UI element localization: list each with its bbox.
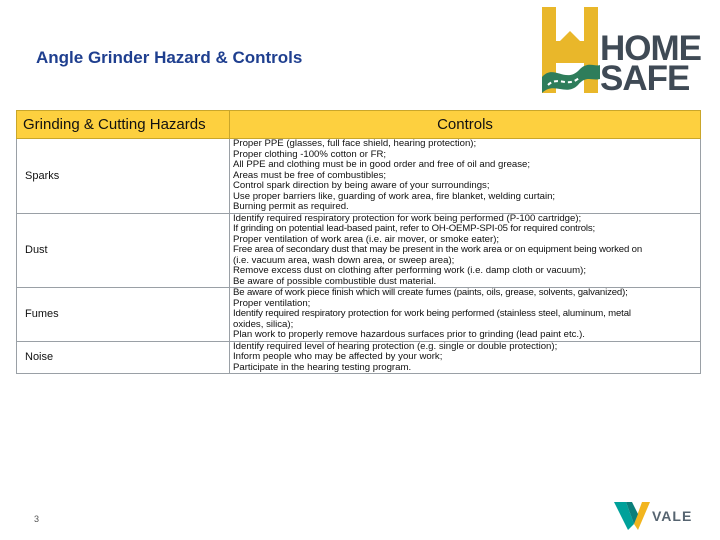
hazard-name: Sparks <box>17 139 230 214</box>
control-item: Identify required level of hearing protection (e.g. single or double protection); <box>233 341 558 352</box>
control-item: Control spark direction by being aware of your surroundings; <box>233 181 490 191</box>
controls-cell <box>230 213 701 288</box>
control-item: Inform people who may be affected by your work; <box>233 352 443 362</box>
header-controls: Controls <box>230 111 701 139</box>
vale-wordmark: VALE <box>652 508 693 524</box>
control-item: Identify required respiratory protection for work being performed (stainless steel, aluminum, metal <box>233 309 631 319</box>
controls-cell <box>230 139 701 214</box>
control-item: Be aware of possible combustible dust material. <box>233 276 437 287</box>
control-item: Be aware of work piece finish which will create fumes (paints, oils, grease, solvents, galvanized); <box>233 288 628 298</box>
table-row <box>17 288 701 342</box>
control-item: Identify required respiratory protection for work being performed (P-100 cartridge); <box>233 213 582 224</box>
control-item: Participate in the hearing testing program. <box>233 362 412 373</box>
control-item: Use proper barriers like, guarding of work area, fire blanket, welding curtain; <box>233 191 556 202</box>
hazard-name: Dust <box>17 213 230 288</box>
control-item: (i.e. vacuum area, wash down area, or sweep area); <box>233 255 455 266</box>
table-row <box>17 139 701 214</box>
control-item: All PPE and clothing must be in good order and free of oil and grease; <box>233 160 531 170</box>
hazard-name: Fumes <box>17 288 230 342</box>
slide-title: Angle Grinder Hazard & Controls <box>36 48 303 67</box>
controls-cell <box>230 341 701 374</box>
table-body <box>17 139 701 374</box>
control-item: Areas must be free of combustibles; <box>233 170 387 181</box>
control-item: Burning permit as required. <box>233 202 349 212</box>
hazard-name: Noise <box>17 341 230 374</box>
control-item: Plan work to properly remove hazardous surfaces prior to grinding (lead paint etc.). <box>233 330 585 340</box>
header-hazards: Grinding & Cutting Hazards <box>17 111 230 139</box>
control-item: If grinding on potential lead-based paint, refer to OH-OEMP-SPI-05 for required controls; <box>233 224 596 234</box>
homesafe-word-safe: SAFE <box>600 59 690 98</box>
control-item: oxides, silica); <box>233 319 294 330</box>
control-item: Proper ventilation of work area (i.e. air mover, or smoke eater); <box>233 234 500 245</box>
homesafe-word-home: HOME <box>600 29 701 68</box>
control-item: Remove excess dust on clothing after performing work (i.e. damp cloth or vacuum); <box>233 266 586 276</box>
table-row <box>17 213 701 288</box>
control-item: Proper ventilation; <box>233 298 311 309</box>
control-item: Proper PPE (glasses, full face shield, hearing protection); <box>233 139 477 149</box>
vale-v-icon <box>612 496 652 532</box>
controls-cell <box>230 288 701 342</box>
control-item: Free area of secondary dust that may be present in the work area or on equipment being worked on <box>233 245 643 255</box>
control-item: Proper clothing -100% cotton or FR; <box>233 149 387 160</box>
page-number: 3 <box>34 514 40 524</box>
hazard-controls-table <box>16 110 701 374</box>
vale-logo <box>612 496 696 532</box>
homesafe-logo <box>540 5 708 97</box>
table-header-row <box>17 111 701 139</box>
table-row <box>17 341 701 374</box>
